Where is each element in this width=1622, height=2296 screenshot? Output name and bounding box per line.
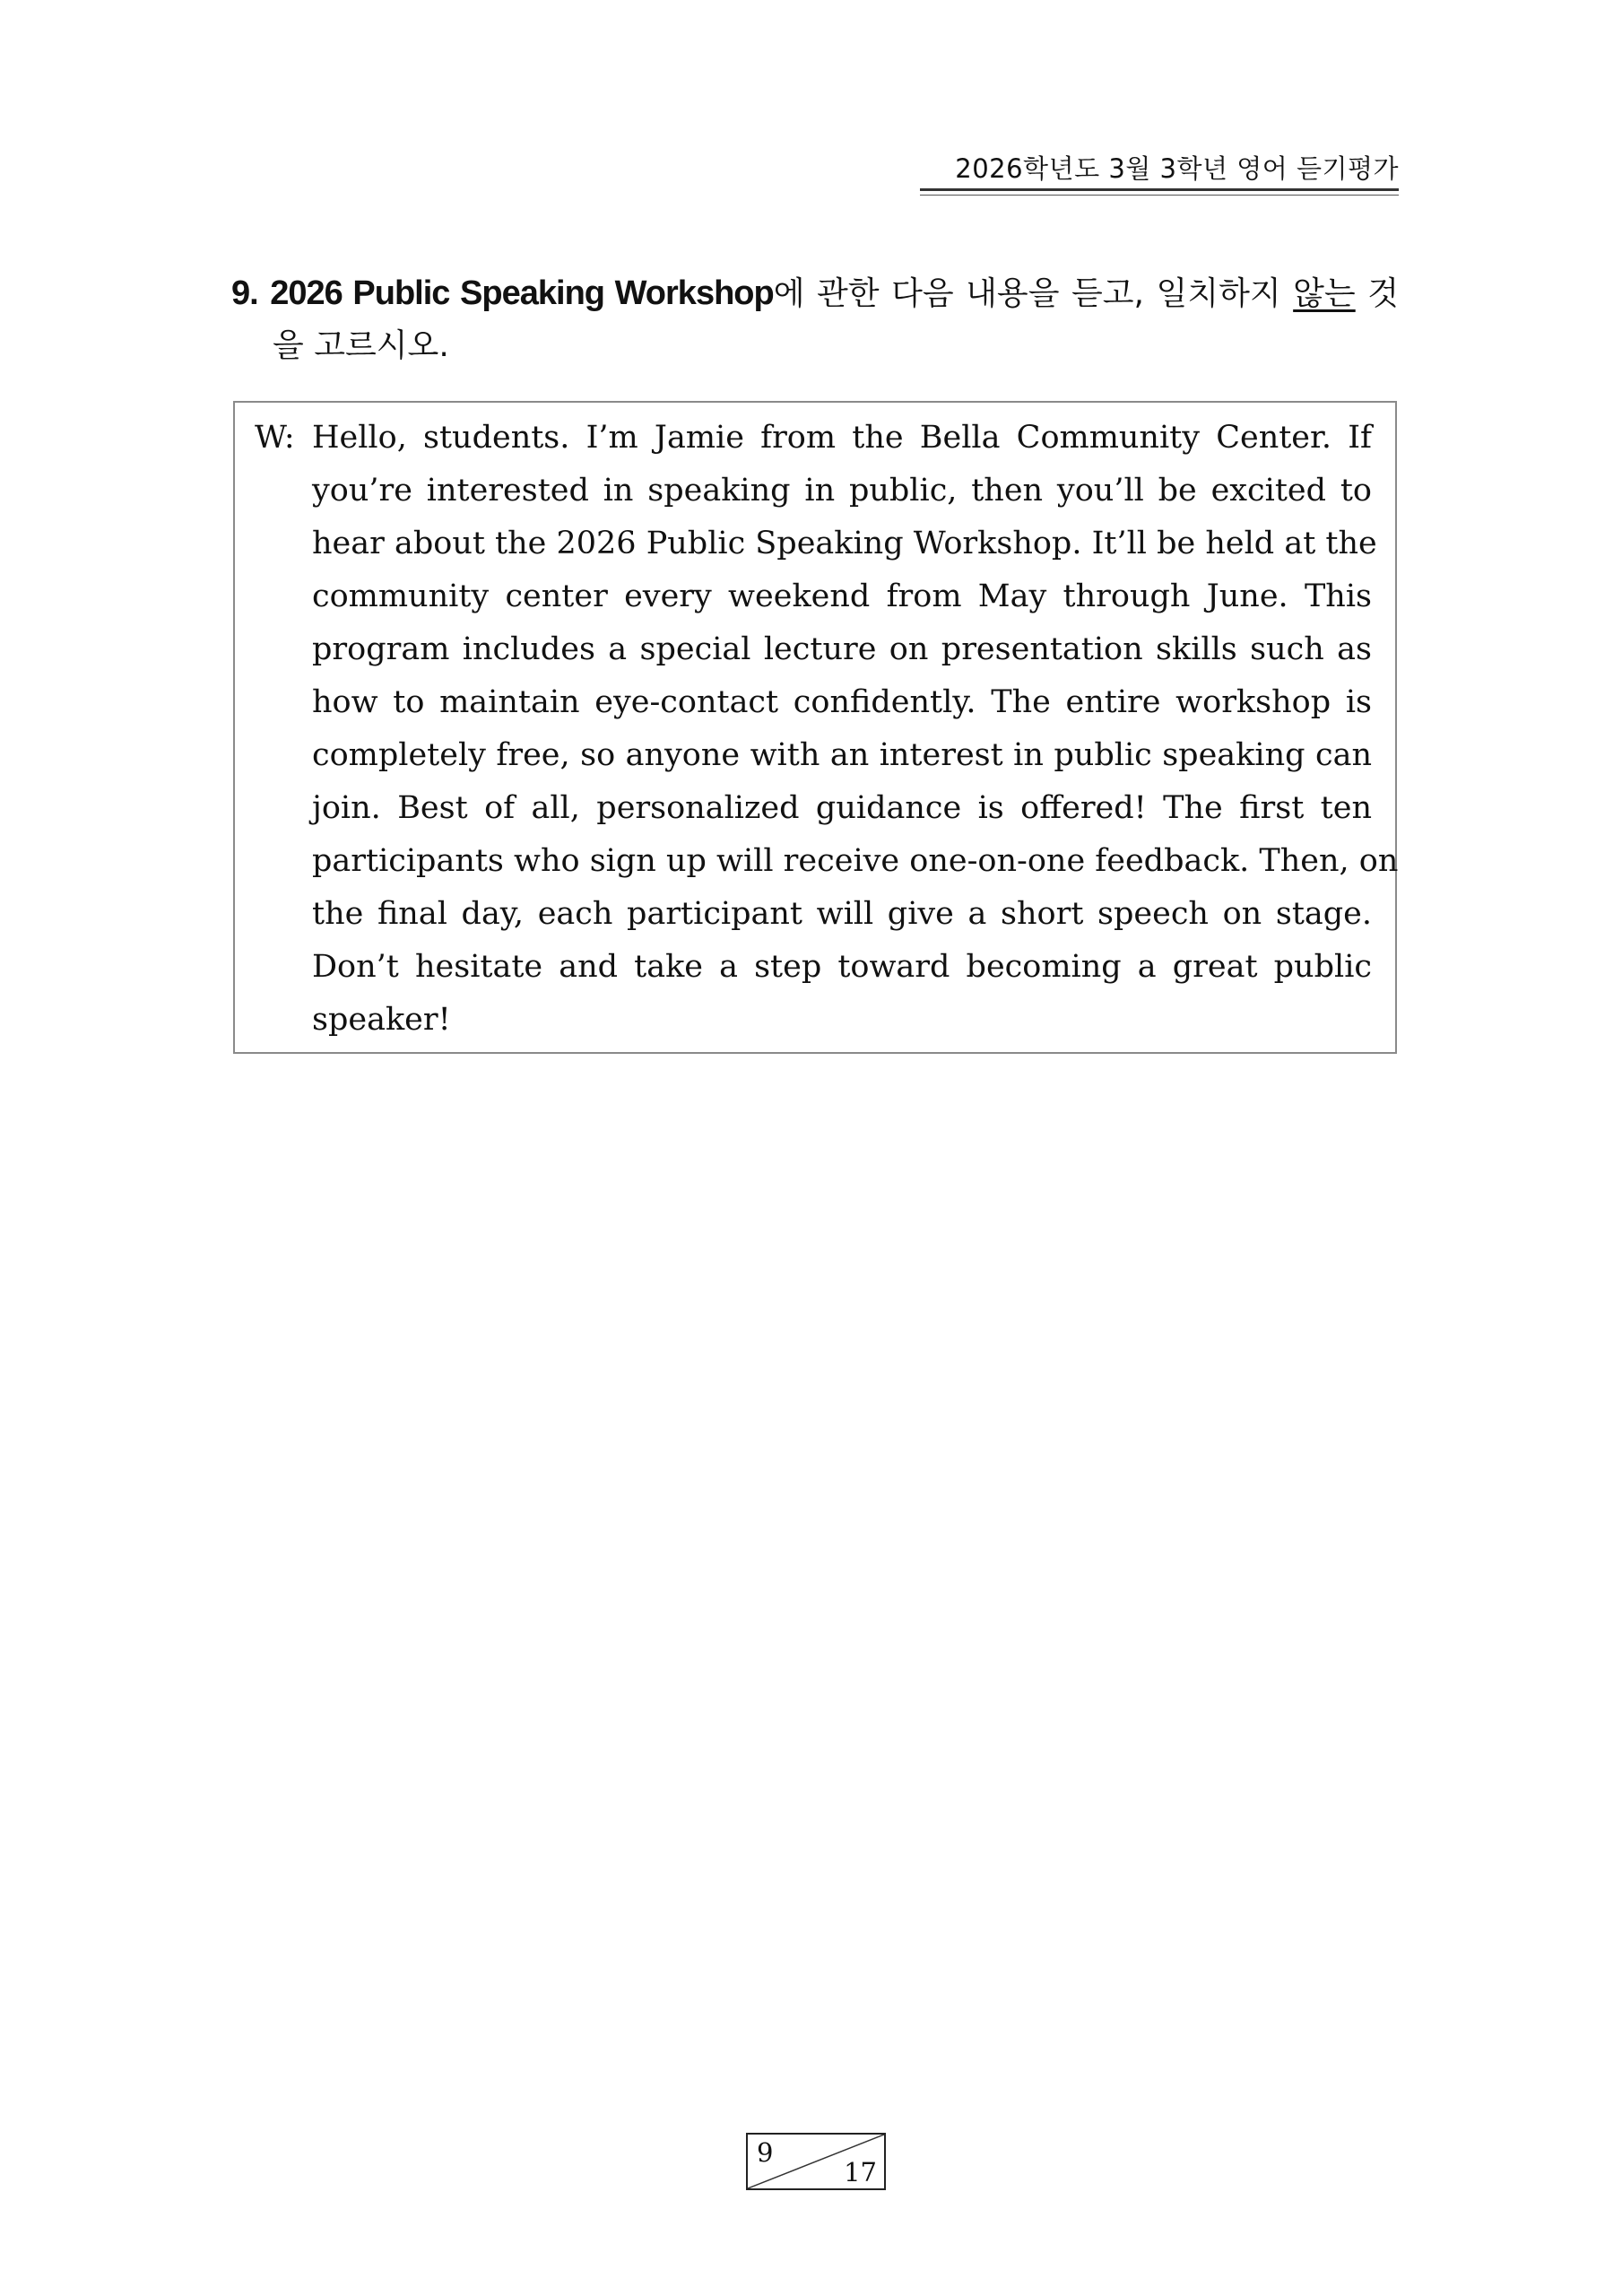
header-rule (920, 188, 1399, 191)
script-line: community center every weekend from May through June. This (312, 578, 1372, 614)
script-line: you’re interested in speaking in public, then you’ll be excited to (312, 473, 1372, 509)
header-rule-thin (920, 195, 1399, 196)
listening-script-box (233, 401, 1397, 1054)
total-pages-number: 17 (844, 2157, 877, 2187)
exam-header-title: 2026학년도 3월 3학년 영어 듣기평가 (955, 153, 1399, 184)
question-text: 에 관한 다음 내용을 듣고, 일치하지 (773, 275, 1294, 312)
question-text-end: 것 (1355, 275, 1399, 312)
question-line-1 (231, 267, 1399, 320)
page-indicator (746, 2133, 886, 2190)
question-number: 9. (231, 274, 258, 312)
script-line: how to maintain eye-contact confidently. The entire workshop is (312, 684, 1372, 720)
script-text (312, 412, 1399, 1047)
script-line: Hello, students. I’m Jamie from the Bella Community Center. If (312, 420, 1372, 456)
script-line: program includes a special lecture on presentation skills such as (312, 631, 1372, 667)
script-line: speaker! (312, 1002, 451, 1038)
question-prompt (231, 267, 1399, 372)
script-line: participants who sign up will receive one-on-one feedback. Then, on (312, 843, 1399, 879)
script-line: join. Best of all, personalized guidance is offered! The first ten (312, 790, 1372, 826)
speaker-label: W: (255, 420, 295, 456)
question-subject: 2026 Public Speaking Workshop (270, 274, 774, 312)
question-line-2: 을 고르시오. (273, 327, 449, 364)
script-line: completely free, so anyone with an interest in public speaking can (312, 737, 1372, 773)
script-line: hear about the 2026 Public Speaking Workshop. It’ll be held at the (312, 526, 1377, 561)
script-line: the final day, each participant will give a short speech on stage. (312, 896, 1372, 932)
question-underlined-word: 않는 (1293, 275, 1356, 312)
script-line: Don’t hesitate and take a step toward becoming a great public (312, 949, 1372, 985)
current-page-number: 9 (757, 2137, 774, 2168)
